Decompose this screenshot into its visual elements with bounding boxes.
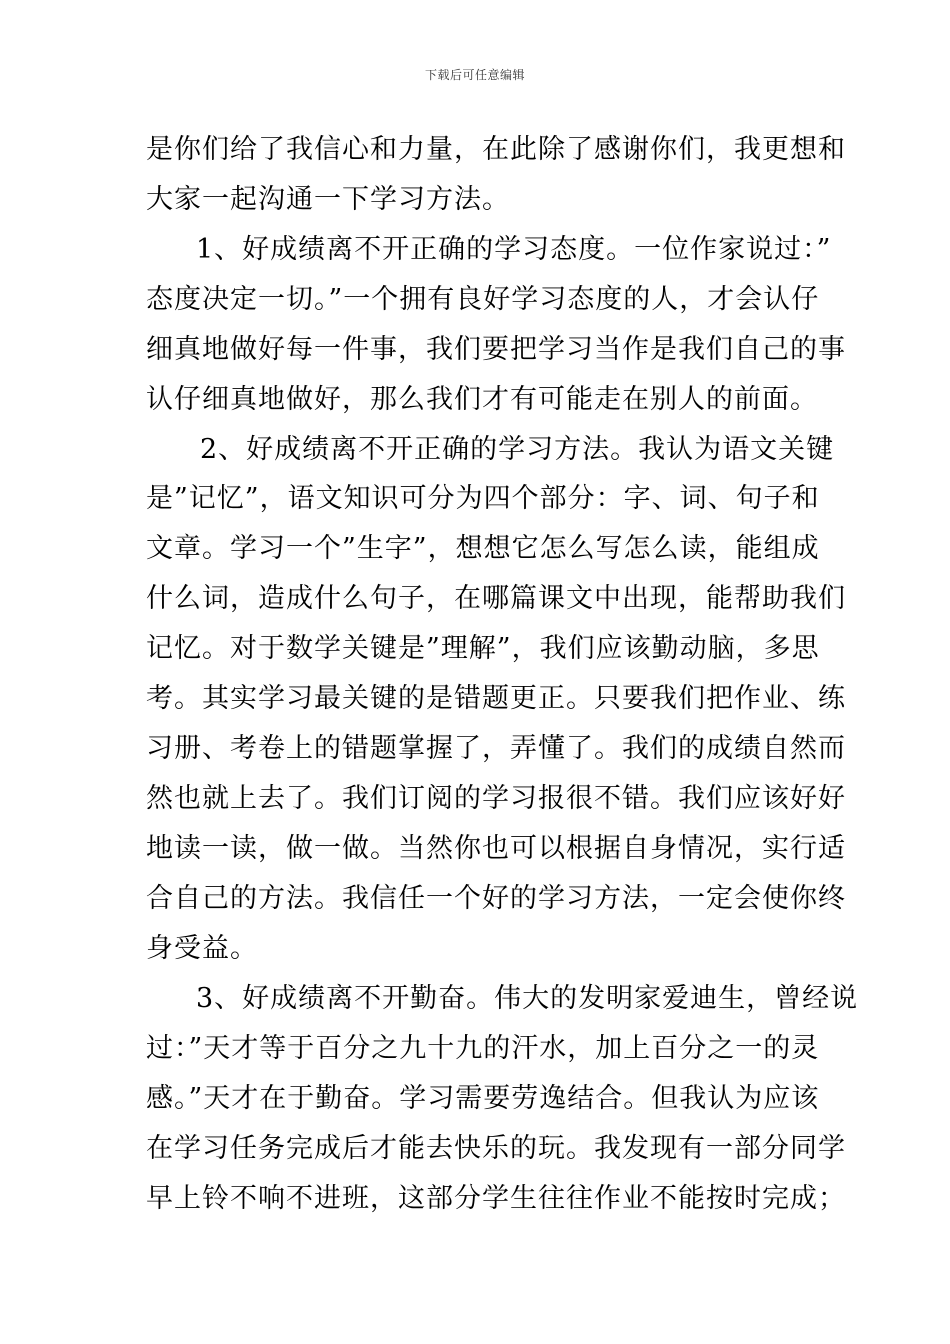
text-line-20: 感。”天才在于勤奋。学习需要劳逸结合。但我认为应该 (146, 1083, 820, 1114)
text-line-9: 文章。学习一个”生字”，想想它怎么写怎么读，能组成 (146, 533, 820, 564)
text-line-14: 然也就上去了。我们订阅的学习报很不错。我们应该好好 (146, 783, 846, 814)
text-line-22: 早上铃不响不进班，这部分学生往往作业不能按时完成； (146, 1183, 846, 1214)
text-line-5: 细真地做好每一件事，我们要把学习当作是我们自己的事 (146, 334, 846, 365)
text-line-13: 习册、考卷上的错题掌握了，弄懂了。我们的成绩自然而 (146, 733, 846, 764)
text-line-1: 是你们给了我信心和力量，在此除了感谢你们，我更想和 (146, 134, 846, 165)
text-line-16: 合自己的方法。我信任一个好的学习方法，一定会使你终 (146, 883, 846, 914)
text-line-4: 态度决定一切。”一个拥有良好学习态度的人，才会认仔 (146, 284, 820, 315)
text-line-21: 在学习任务完成后才能去快乐的玩。我发现有一部分同学 (146, 1133, 846, 1164)
text-line-18: 3、好成绩离不开勤奋。伟大的发明家爱迪生，曾经说 (196, 983, 859, 1014)
text-line-7: 2、好成绩离不开正确的学习方法。我认为语文关键 (200, 434, 835, 465)
text-line-17: 身受益。 (146, 933, 258, 964)
text-line-3: 1、好成绩离不开正确的学习态度。一位作家说过：” (196, 234, 832, 265)
text-line-11: 记忆。对于数学关键是”理解”，我们应该勤动脑，多思 (146, 633, 820, 664)
page-header: 下载后可任意编辑 (424, 68, 525, 82)
text-line-19: 过：”天才等于百分之九十九的汗水，加上百分之一的灵 (146, 1033, 820, 1064)
text-line-10: 什么词，造成什么句子，在哪篇课文中出现，能帮助我们 (146, 583, 846, 614)
text-line-2: 大家一起沟通一下学习方法。 (146, 184, 510, 215)
text-line-6: 认仔细真地做好，那么我们才有可能走在别人的前面。 (146, 384, 818, 415)
text-line-12: 考。其实学习最关键的是错题更正。只要我们把作业、练 (146, 683, 846, 714)
text-line-8: 是”记忆”，语文知识可分为四个部分：字、词、句子和 (146, 483, 820, 514)
text-line-15: 地读一读，做一做。当然你也可以根据自身情况，实行适 (146, 833, 846, 864)
